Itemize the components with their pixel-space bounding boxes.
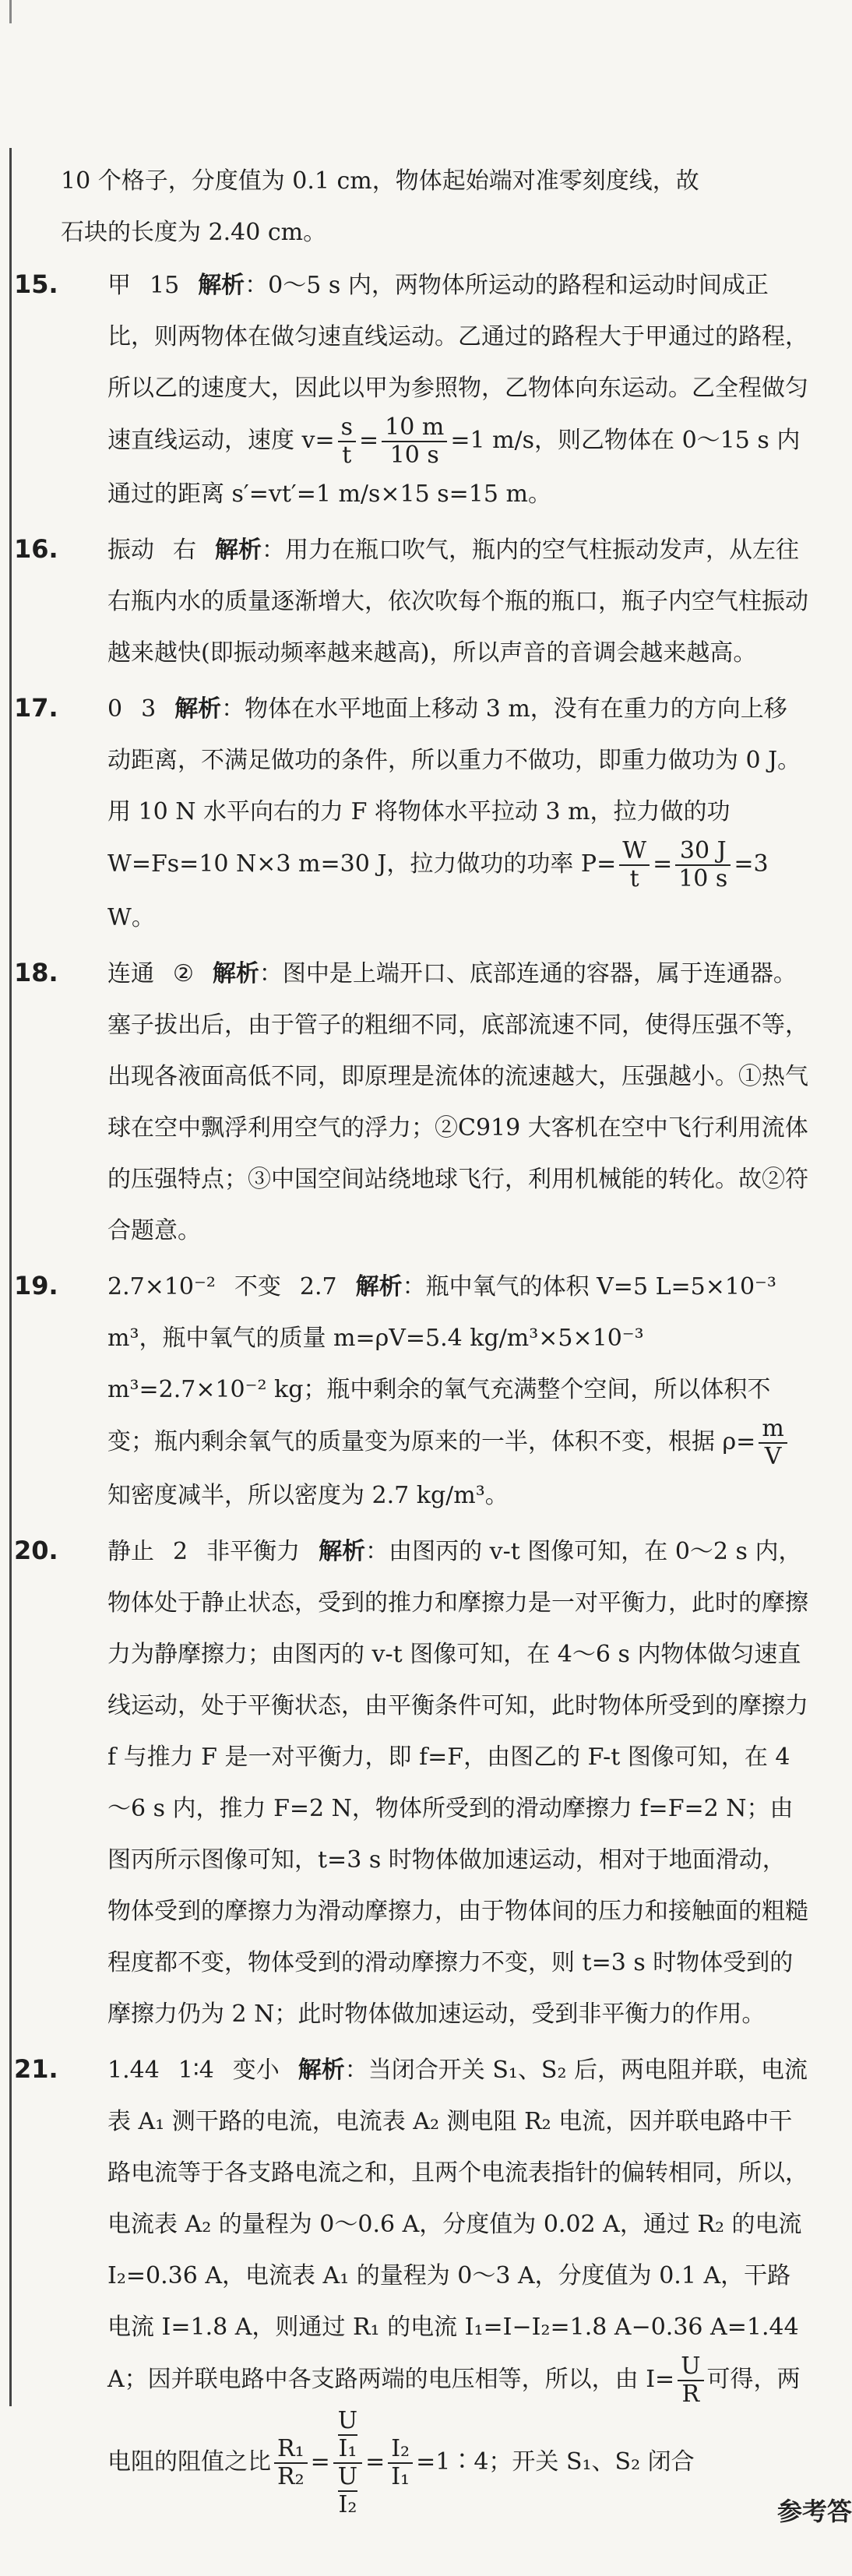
fraction: $\frac{30 J}{10 s}$: [675, 838, 731, 892]
fraction: $\frac{10 m}{10 s}$: [382, 414, 447, 469]
answer-item-20: [14, 1525, 808, 2040]
analysis-text: 知密度减半，所以密度为 2.7 kg/m³。: [107, 1482, 509, 1509]
analysis-label: 解析: [198, 272, 245, 299]
fraction: $\frac{W}{t}$: [619, 838, 650, 892]
analysis-text: =1∶4；开关 S₁、S₂ 闭合: [416, 2448, 695, 2476]
item-number: 17.: [14, 693, 58, 723]
analysis-label: 解析: [212, 960, 259, 987]
answer-blank: 3: [141, 695, 157, 723]
answer-blank: 1.44: [107, 2057, 160, 2084]
answer-blank: ②: [173, 960, 194, 987]
answer-blank: 0: [107, 695, 123, 723]
answer-blank: 2: [173, 1538, 188, 1565]
answer-item-17: 17. 0 3 解析：物体在水平地面上移动 3 m，没有在重力的方向上移动距离，不满足做功的条件，所以重力不做功，即重力做功为 0 J。用 10 N 水平向右的力 F 将物体水平拉动 3 m，拉力做的功 W=Fs=10 N×3 m=30 J，拉力做功的功率 P= $\frac{W}{t}$ = $\frac{30 J}{10 s}$ =3 W。: [61, 682, 808, 944]
item-number: 18.: [14, 958, 58, 987]
answer-blank: 非平衡力: [206, 1538, 301, 1565]
answer-blank: 2.7×10⁻²: [107, 1273, 216, 1300]
analysis-text: ：当闭合开关 S₁、S₂ 后，两电阻并联，电流表 A₁ 测干路的电流，电流表 A₂ 测电阻 R₂ 电流，因并联电路中干路电流等于各支路电流之和，且两个电流表指针的偏转相同，所以，电流表 A₂ 的量程为 0～0.6 A，分度值为 0.02 A，通过 R₂ 的电流 I₂=0.36 A，电流表 A₁ 的量程为 0～3 A，分度值为 0.1 A，干路电流 I=1.8 A，则通过 R₁ 的电流 I₁=I−I₂=1.8 A−0.36 A=1.44 A；因并联电路中各支路两端的电压相等，所以，由 I=: [107, 2057, 808, 2393]
answer-blank: 静止: [107, 1538, 154, 1565]
margin-rule: [9, 148, 12, 2406]
analysis-label: 解析: [174, 695, 222, 723]
answer-blank: 不变: [234, 1273, 281, 1300]
compound-fraction: $\frac{\frac{U}{\text{I₁}}}{\frac{U}{\text{I₂}}}$: [333, 2408, 362, 2518]
margin-rule-top: [9, 0, 12, 23]
item-number: 15.: [14, 269, 58, 299]
analysis-text: 可得，两电阻的阻值之比: [107, 2366, 801, 2476]
fraction: $\frac{m}{V}$: [759, 1416, 787, 1470]
analysis-text: ：0～5 s 内，两物体所运动的路程和运动时间成正比，则两物体在做匀速直线运动。乙通过的路程大于甲通过的路程，所以乙的速度大，因此以甲为参照物，乙物体向东运动。乙全程做匀速直线运动，速度 v=: [107, 272, 808, 454]
answer-content: [14, 156, 808, 2521]
item14-continuation: 10 个格子，分度值为 0.1 cm，物体起始端对准零刻度线，故 石块的长度为 2.40 cm。: [61, 167, 699, 246]
answer-item-15: 15. 甲 15 解析：0～5 s 内，两物体所运动的路程和运动时间成正比，则两物体在做匀速直线运动。乙通过的路程大于甲通过的路程，所以乙的速度大，因此以甲为参照物，乙物体向东运动。乙全程做匀速直线运动，速度 v= $\frac{s}{t}$ = $\frac{10 m}{10 s}$ =1 m/s，则乙物体在 0～15 s 内通过的距离 s′=vt′=1 m/s×15 s=15 m。: [61, 259, 808, 520]
analysis-label: 解析: [215, 537, 262, 564]
answer-blank: 15: [150, 272, 180, 299]
answer-blank: 右: [173, 537, 196, 564]
item-number: 16.: [14, 534, 58, 564]
answer-blank: 甲: [107, 272, 131, 299]
item-number: 19.: [14, 1271, 58, 1300]
answer-blank: 变小: [232, 2057, 280, 2084]
page-footer-label: 参考答: [776, 2497, 852, 2526]
answer-item-18: [14, 947, 808, 1257]
answer-blank: 1∶4: [178, 2057, 214, 2084]
analysis-text: =1 m/s，则乙物体在 0～15 s 内通过的距离 s′=vt′=1 m/s×15 s=15 m。: [107, 427, 801, 508]
analysis-text: ：图中是上端开口、底部连通的容器，属于连通器。塞子拔出后，由于管子的粗细不同，底部流速不同，使得压强不等，出现各液面高低不同，即原理是流体的流速越大，压强越小。①热气球在空中飘浮利用空气的浮力；②C919 大客机在空中飞行利用流体的压强特点；③中国空间站绕地球飞行，利用机械能的转化。故②符合题意。: [107, 960, 808, 1244]
answer-item-19: [14, 1260, 808, 1522]
analysis-text: ：由图丙的 v-t 图像可知，在 0～2 s 内，物体处于静止状态，受到的推力和摩擦力是一对平衡力，此时的摩擦力为静摩擦力；由图丙的 v-t 图像可知，在 4～6 s 内物体做匀速直线运动，处于平衡状态，由平衡条件可知，此时物体所受到的摩擦力 f 与推力 F 是一对平衡力，即 f=F，由图乙的 F-t 图像可知，在 4～6 s 内，推力 F=2 N，物体所受到的滑动摩擦力 f=F=2 N；由图丙所示图像可知，t=3 s 时物体做加速运动，相对于地面滑动，物体受到的摩擦力为滑动摩擦力，由于物体间的压力和接触面的粗糙程度都不变，物体受到的滑动摩擦力不变，则 t=3 s 时物体受到的摩擦力仍为 2 N；此时物体做加速运动，受到非平衡力的作用。: [107, 1538, 808, 2028]
item-number: 20.: [14, 1536, 58, 1565]
analysis-text: ：瓶中氧气的体积 V=5 L=5×10⁻³ m³，瓶中氧气的质量 m=ρV=5.4 kg/m³×5×10⁻³ m³=2.7×10⁻² kg；瓶中剩余的氧气充满整个空间，所以体积不变；瓶内剩余氧气的质量变为原来的一半，体积不变，根据 ρ=: [107, 1273, 776, 1455]
analysis-label: 解析: [355, 1273, 403, 1300]
analysis-text: =3 W。: [107, 850, 769, 931]
fraction: $\frac{U}{R}$: [678, 2353, 703, 2408]
answer-blank: 振动: [107, 537, 154, 564]
fraction: $\frac{\text{R₁}}{\text{R₂}}$: [274, 2436, 308, 2490]
analysis-label: 解析: [319, 1538, 366, 1565]
answer-item-16: [14, 523, 808, 679]
analysis-label: 解析: [297, 2057, 345, 2084]
answer-item-21: 21. 1.44 1∶4 变小 解析：当闭合开关 S₁、S₂ 后，两电阻并联，电流表 A₁ 测干路的电流，电流表 A₂ 测电阻 R₂ 电流，因并联电路中干路电流等于各支路电流之和，且两个电流表指针的偏转相同，所以，电流表 A₂ 的量程为 0～0.6 A，分度值为 0.02 A，通过 R₂ 的电流 I₂=0.36 A，电流表 A₁ 的量程为 0～3 A，分度值为 0.1 A，干路电流 I=1.8 A，则通过 R₁ 的电流 I₁=I−I₂=1.8 A−0.36 A=1.44 A；因并联电路中各支路两端的电压相等，所以，由 I= $\frac{U}{R}$ 可得，两电阻的阻值之比 $\frac{\text{R₁}}{\text{R₂}}$ = $\frac{\frac{U}{\text{I₁}}}{\frac{U}{\text{I₂}}}$ = $\frac{\text{I₂}}{\text{I₁}}$ =1∶4；开关 S₁、S₂ 闭合: [61, 2043, 808, 2518]
answer-blank: 连通: [107, 960, 154, 987]
analysis-text: ：用力在瓶口吹气，瓶内的空气柱振动发声，从左往右瓶内水的质量逐渐增大，依次吹每个瓶的瓶口，瓶子内空气柱振动越来越快(即振动频率越来越高)，所以声音的音调会越来越高。: [107, 537, 808, 667]
answer-blank: 2.7: [299, 1273, 337, 1300]
fraction: $\frac{\text{I₂}}{\text{I₁}}$: [388, 2436, 413, 2490]
item-number: 21.: [14, 2054, 58, 2084]
fraction: $\frac{s}{t}$: [338, 414, 356, 469]
analysis-text: ：物体在水平地面上移动 3 m，没有在重力的方向上移动距离，不满足做功的条件，所以重力不做功，即重力做功为 0 J。用 10 N 水平向右的力 F 将物体水平拉动 3 m，拉力做的功 W=Fs=10 N×3 m=30 J，拉力做功的功率 P=: [107, 695, 801, 878]
